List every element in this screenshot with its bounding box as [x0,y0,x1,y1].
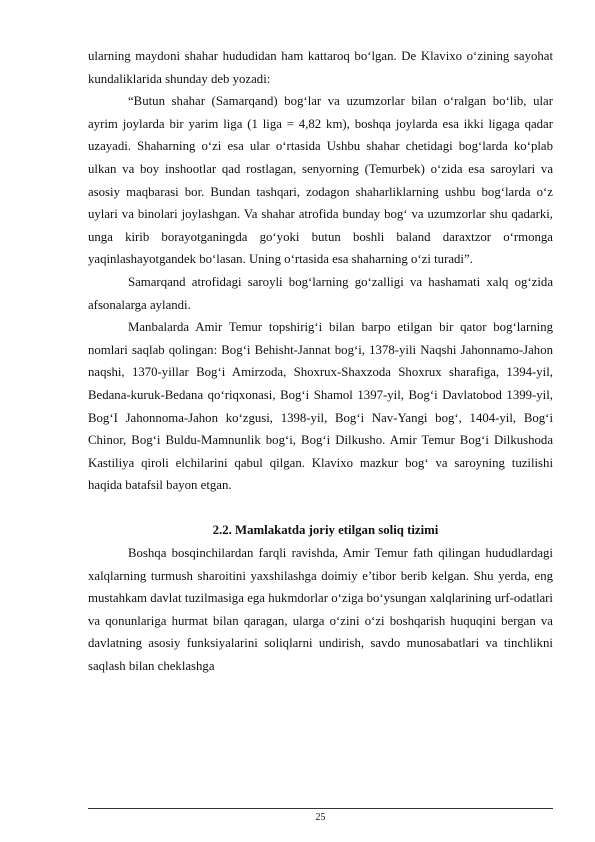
paragraph-gardens-beauty: Samarqand atrofidagi saroyli bog‘larning go‘zalligi va hashamati xalq og‘zida afsonalarga aylandi. [88,274,553,312]
paragraph-tax-system: Boshqa bosqinchilardan farqli ravishda, Amir Temur fath qilingan hududlardagi xalqlarning turmush sharoitini yaxshilashga doimiy e’tibor berib kelgan. Shu yerda, eng mustahkam davlat tuzilmasiga ega hukmdorlar o‘ziga bo‘ysungan xalqlarining urf-odatlari va qonunlariga hurmat bilan qaragan, ularga o‘zini o‘zi boshqarish huquqini bergan va davlatning asosiy funksiyalarini soliqlarni undirish, savdo munosabatlari va tinchlikni saqlash bilan cheklashga [88,546,553,674]
paragraph-garden-names: Manbalarda Amir Temur topshirig‘i bilan barpo etilgan bir qator bog‘larning nomlari saqlab qolingan: Bog‘i Behisht-Jannat bog‘i, 1378-yili Naqshi Jahonnamo-Jahon naqshi, 1370-yillar Bog‘i Amirzoda, Shoxrux-Shaxzoda Shoxrux sharafiga, 1394-yil, Bedana-kuruk-Bedana qo‘riqxonasi, Bog‘i Shamol 1397-yil, Bog‘i Davlatobod 1399-yil, Bog‘I Jahonnoma-Jahon ko‘zgusi, 1398-yil, Bog‘i Nav-Yangi bog‘, 1404-yil, Bog‘i Chinor, Bog‘i Buldu-Mamnunlik bog‘i, Bog‘i Dilkusho. Amir Temur Bog‘i Dilkushoda Kastiliya qiroli elchilarini qabul qilgan. Klavixo mazkur bog‘ va saroyning tuzilishi haqida batafsil bayon etgan. [88,320,553,493]
paragraph-quote: “Butun shahar (Samarqand) bog‘lar va uzumzorlar bilan o‘ralgan bo‘lib, ular ayrim joylarda bir yarim liga (1 liga = 4,82 km), boshqa joylarda esa ikki ligaga qadar uzayadi. Shaharning o‘zi esa ular o‘rtasida Ushbu shahar chetidagi bog‘larda ko‘plab ulkan va boy inshootlar qad rostlagan, senyorning (Temurbek) o‘zida esa saroylari va asosiy maqbarasi bor. Bundan tashqari, zodagon shaharliklarning ushbu bog‘larda o‘z uylari va binolari joylashgan. Va shahar atrofida bunday bog‘ va uzumzorlar shu qadarki, unga kirib borayotganingda go‘yoki butun boshli baland daraxtzor o‘rmonga yaqinlashayotgandek bo‘lasan. Uning o‘rtasida esa shaharning o‘zi turadi”. [88,94,553,267]
section-heading: 2.2. Mamlakatda joriy etilgan soliq tizimi [212,523,439,538]
paragraph-continuation: ularning maydoni shahar hududidan ham kattaroq bo‘lgan. De Klavixo o‘zining sayohat kundaliklarida shunday deb yozadi: [88,49,553,86]
footer-divider [88,808,553,809]
page-content [88,45,553,678]
page-number: 25 [315,812,326,823]
